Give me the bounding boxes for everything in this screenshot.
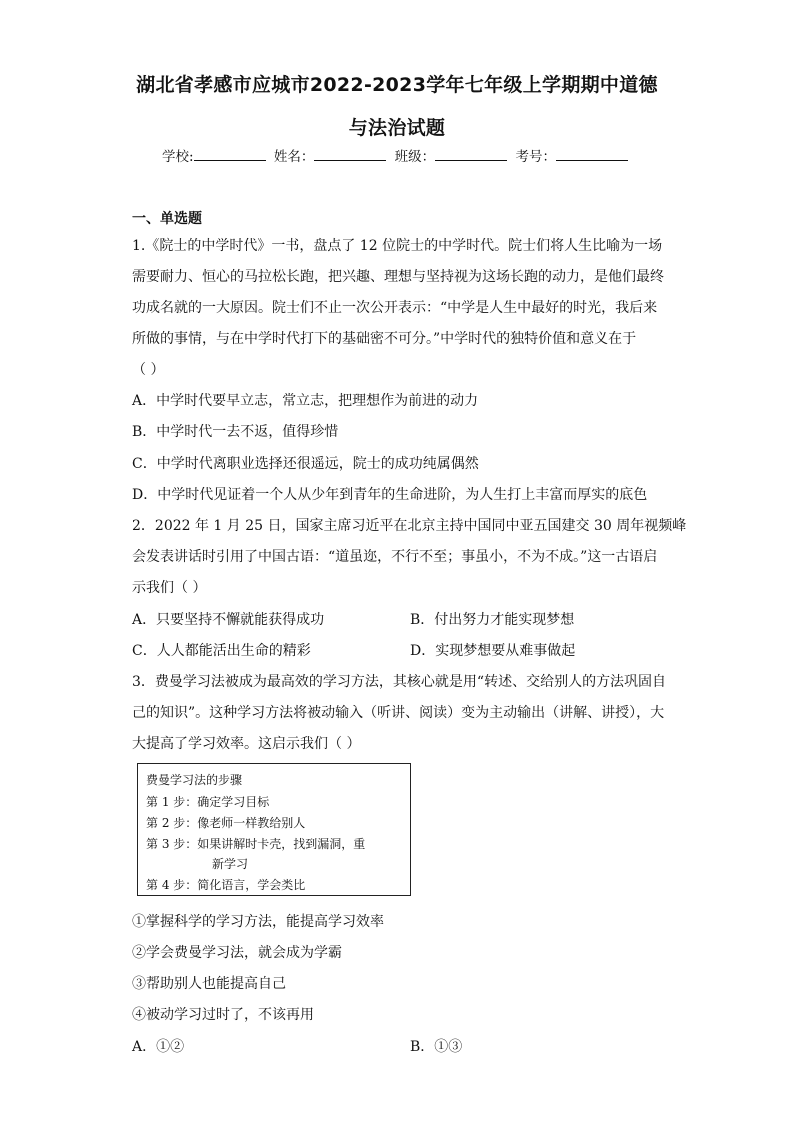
q2-option-c[interactable]: C．人人都能活出生命的精彩 <box>132 643 311 659</box>
q3-statement-1: ①掌握科学的学习方法，能提高学习效率 <box>132 914 384 930</box>
q3-statement-3: ③帮助别人也能提高自己 <box>132 976 286 992</box>
q3-stem-line: 己的知识”。这种学习方法将被动输入（听讲、阅读）变为主动输出（讲解、讲授），大 <box>132 705 665 721</box>
box-step-4: 第 4 步：简化语言，学会类比 <box>146 878 306 892</box>
q2-stem-line: 会发表讲话时引用了中国古语：“道虽迩，不行不至；事虽小，不为不成。”这一古语启 <box>132 549 658 565</box>
q1-stem-line: （ ） <box>132 362 165 378</box>
q2-option-d[interactable]: D．实现梦想要从难事做起 <box>410 643 576 659</box>
q2-option-a[interactable]: A．只要坚持不懈就能获得成功 <box>132 612 325 628</box>
box-step-3-continued: 新学习 <box>212 857 249 871</box>
name-label: 姓名： <box>273 149 315 165</box>
q2-stem-line: 示我们（ ） <box>132 580 207 596</box>
number-blank[interactable] <box>556 148 628 161</box>
box-step-1: 第 1 步：确定学习目标 <box>146 795 270 809</box>
q3-option-b[interactable]: B．①③ <box>410 1039 463 1055</box>
feynman-steps-box <box>137 763 411 896</box>
box-step-2: 第 2 步：像老师一样教给别人 <box>146 816 306 830</box>
number-label: 考号： <box>515 149 556 165</box>
q1-stem-line: 所做的事情，与在中学时代打下的基础密不可分。”中学时代的独特价值和意义在于 <box>132 331 637 347</box>
school-label: 学校: <box>162 149 194 165</box>
q3-statement-2: ②学会费曼学习法，就会成为学霸 <box>132 945 342 961</box>
school-blank[interactable] <box>194 148 266 161</box>
q1-stem-line: 1.《院士的中学时代》一书，盘点了 12 位院士的中学时代。院士们将人生比喻为一场 <box>132 238 663 254</box>
q1-option-a[interactable]: A．中学时代要早立志，常立志，把理想作为前进的动力 <box>132 393 479 409</box>
q2-option-b[interactable]: B．付出努力才能实现梦想 <box>410 612 575 628</box>
document-title-line-1: 湖北省孝感市应城市2022-2023学年七年级上学期期中道德 <box>136 74 658 96</box>
class-label: 班级： <box>394 149 436 165</box>
q1-option-b[interactable]: B．中学时代一去不返，值得珍惜 <box>132 424 339 440</box>
q1-stem-line: 需要耐力、恒心的马拉松长跑，把兴趣、理想与坚持视为这场长跑的动力，是他们最终 <box>132 269 664 285</box>
class-blank[interactable] <box>435 148 507 161</box>
q1-option-c[interactable]: C．中学时代离职业选择还很遥远，院士的成功纯属偶然 <box>132 456 479 472</box>
q3-statement-4: ④被动学习过时了，不该再用 <box>132 1007 314 1023</box>
box-step-3: 第 3 步：如果讲解时卡壳，找到漏洞，重 <box>146 837 366 851</box>
document-title-line-2: 与法治试题 <box>348 117 446 139</box>
q3-stem-line: 大提高了学习效率。这启示我们（ ） <box>132 736 361 752</box>
name-blank[interactable] <box>314 148 386 161</box>
q1-option-d[interactable]: D．中学时代见证着一个人从少年到青年的生命进阶，为人生打上丰富而厚实的底色 <box>132 487 648 503</box>
q3-option-a[interactable]: A．①② <box>132 1039 185 1055</box>
q2-stem-line: 2．2022 年 1 月 25 日，国家主席习近平在北京主持中国同中亚五国建交 30 周年视频峰 <box>132 518 687 534</box>
q3-stem-line: 3．费曼学习法被成为最高效的学习方法，其核心就是用“转述、交给别人的方法巩固自 <box>132 674 667 690</box>
box-title: 费曼学习法的步骤 <box>146 773 243 787</box>
q1-stem-line: 功成名就的一大原因。院士们不止一次公开表示：“中学是人生中最好的时光，我后来 <box>132 300 658 316</box>
section-heading: 一、单选题 <box>132 211 202 227</box>
student-info-line <box>0 145 794 165</box>
